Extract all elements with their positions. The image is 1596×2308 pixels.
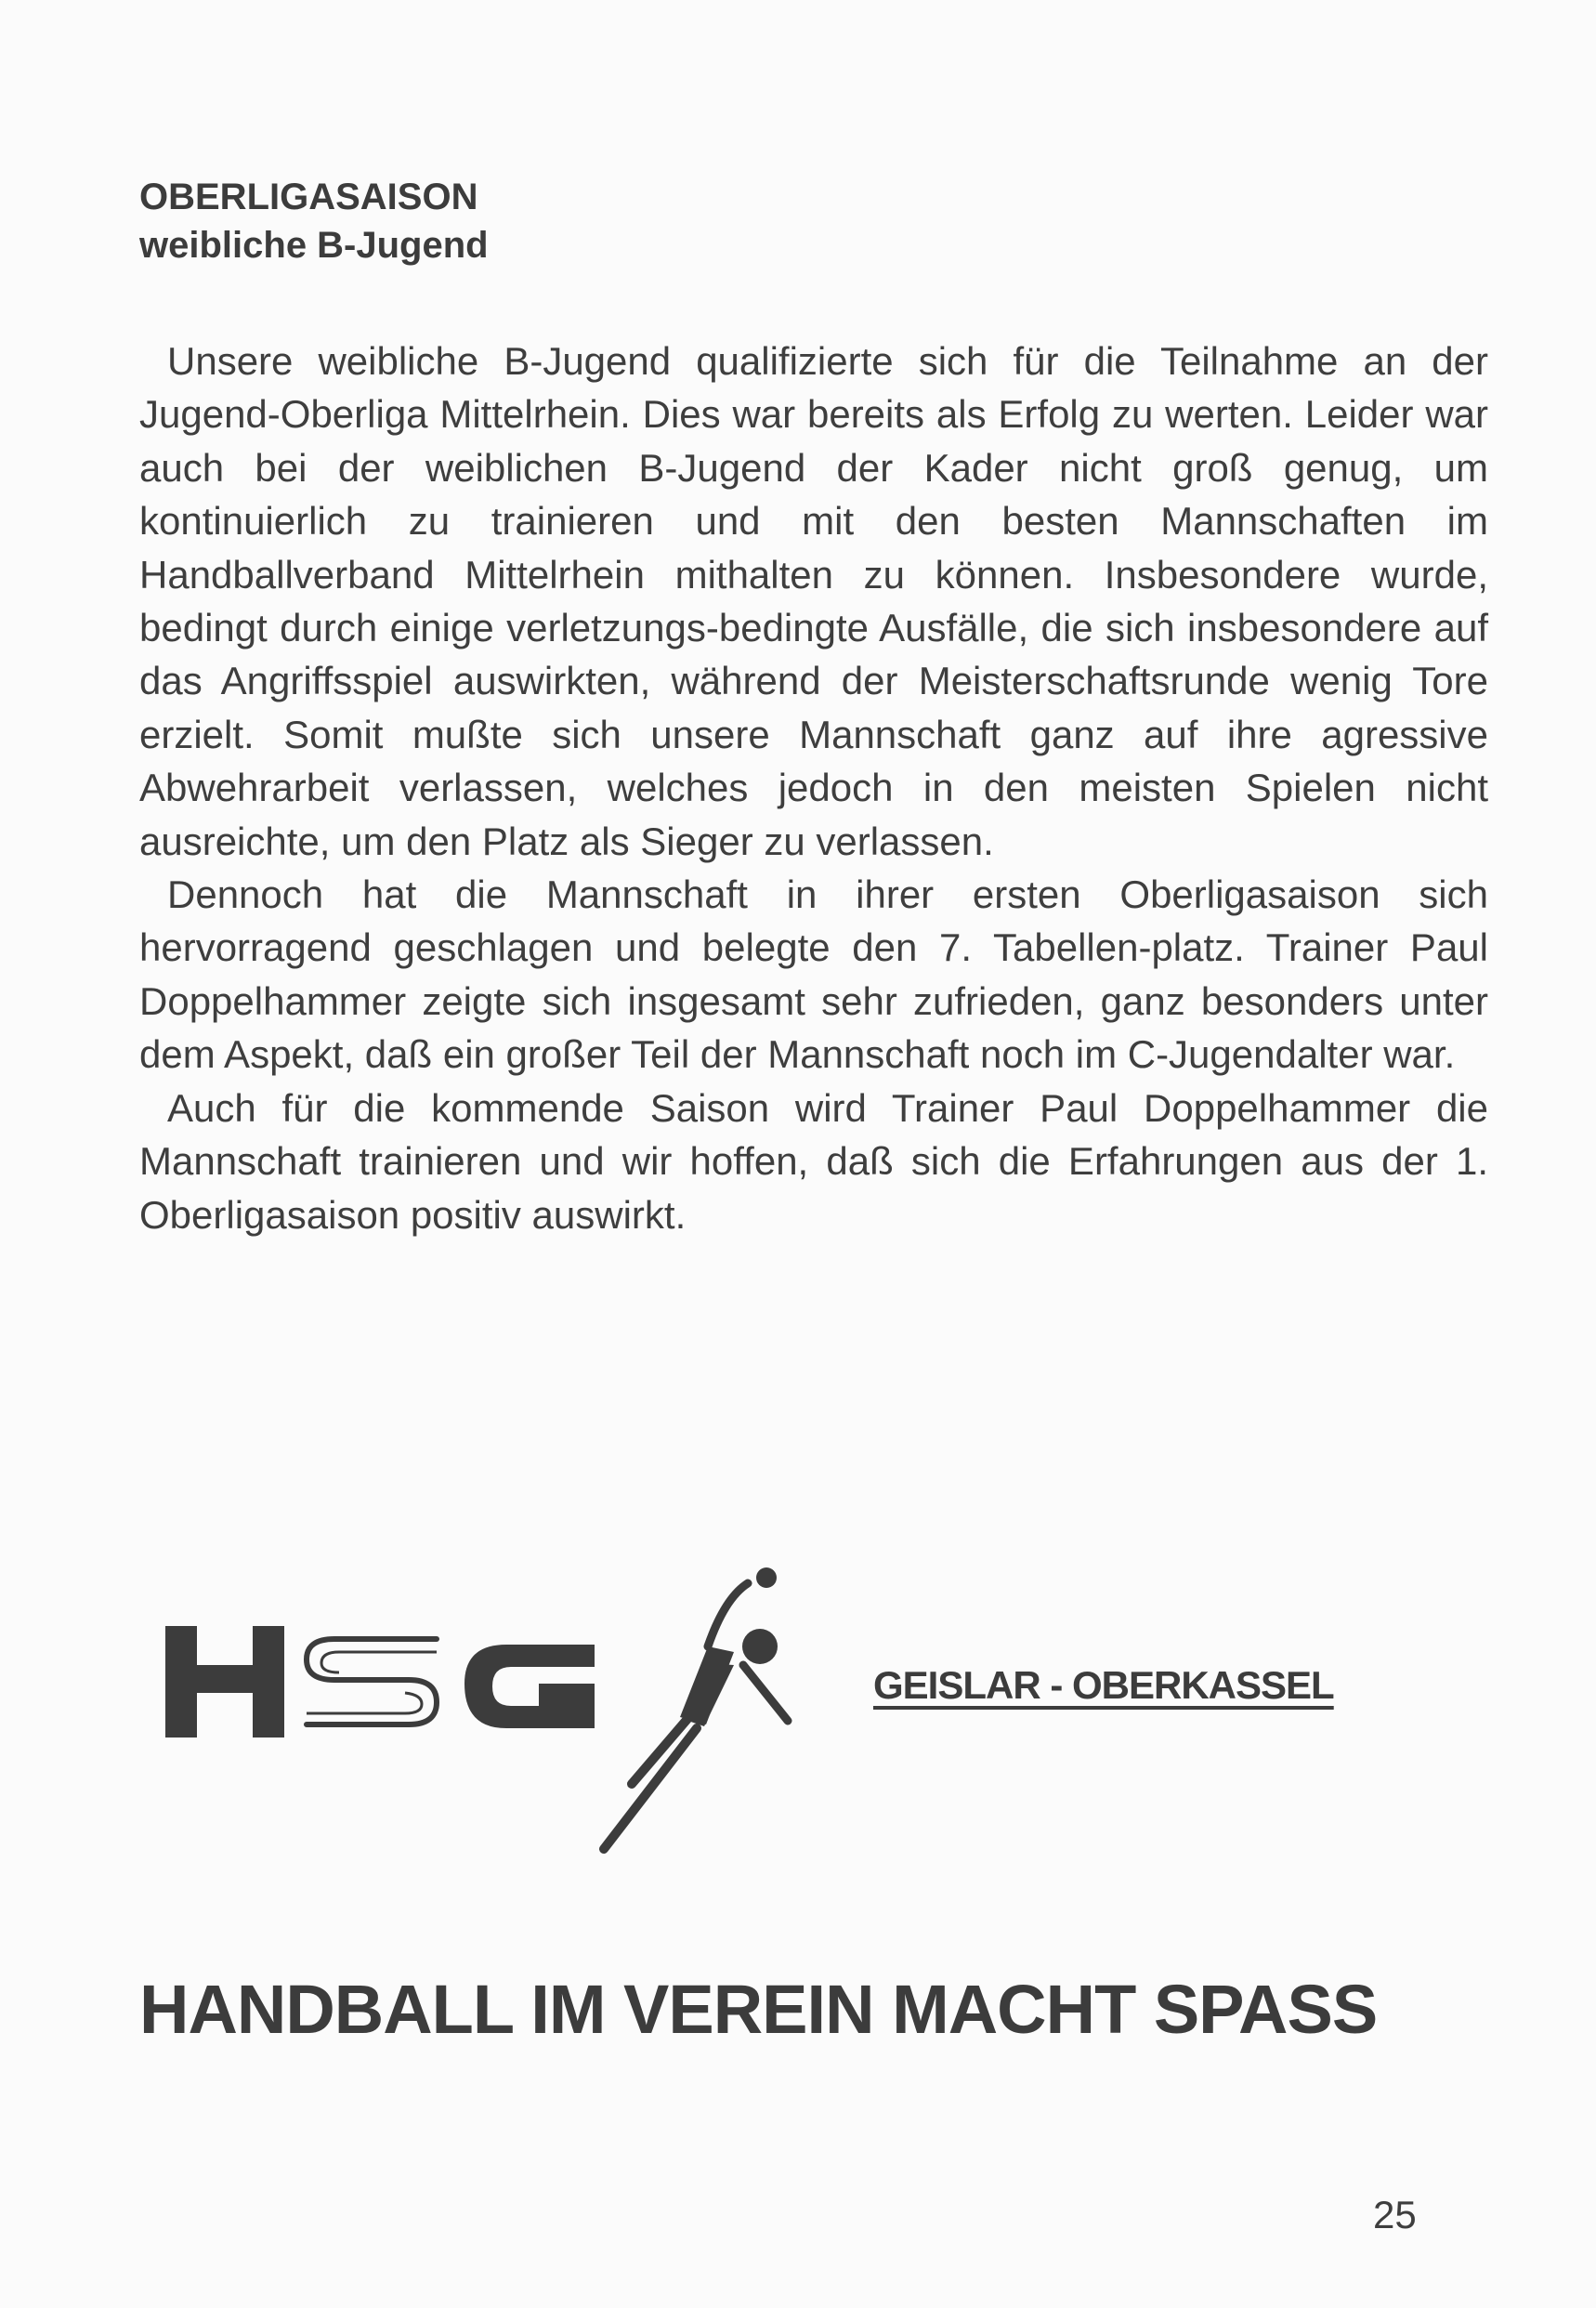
article-body (139, 334, 1488, 1241)
slogan: HANDBALL IM VEREIN MACHT SPASS (139, 1971, 1378, 2048)
article-heading (139, 173, 489, 269)
article-paragraph: Unsere weibliche B-Jugend qualifizierte sich für die Teilnahme an der Jugend-Oberliga Mittelrhein. Dies war bereits als Erfolg zu werten. Leider war auch bei der weiblichen B-Jugend der Kader nicht groß genug, um kontinuierlich zu trainieren und mit den besten Mannschaften im Handballverband Mittelrhein mithalten zu können. Insbesondere wurde, bedingt durch einige verletzungs-bedingte Ausfälle, die sich insbesondere auf das Angriffsspiel auswirkten, während der Meisterschaftsrunde wenig Tore erzielt. Somit mußte sich unsere Mannschaft ganz auf ihre agressive Abwehrarbeit verlassen, welches jedoch in den meisten Spielen nicht ausreichte, um den Platz als Sieger zu verlassen. (139, 339, 1488, 863)
hsg-logo (158, 1598, 613, 1747)
article-subtitle: weibliche B-Jugend (139, 225, 489, 266)
article-paragraph: Dennoch hat die Mannschaft in ihrer ersten Oberligasaison sich hervorragend geschlagen und belegte den 7. Tabellen-platz. Trainer Paul Doppelhammer zeigte sich insgesamt sehr zufrieden, ganz besonders unter dem Aspekt, daß ein großer Teil der Mannschaft noch im C-Jugendalter war. (139, 872, 1488, 1077)
article-paragraph: Auch für die kommende Saison wird Trainer Paul Doppelhammer die Mannschaft trainieren und wir hoffen, daß sich die Erfahrungen aus der 1. Oberligasaison positiv auswirkt. (139, 1085, 1488, 1237)
club-logo (158, 1561, 1496, 1858)
handball-player-icon (595, 1561, 827, 1858)
club-name: GEISLAR - OBERKASSEL (873, 1663, 1334, 1707)
page-number: 25 (1373, 2193, 1417, 2236)
article-title: OBERLIGASAISON (139, 177, 478, 217)
